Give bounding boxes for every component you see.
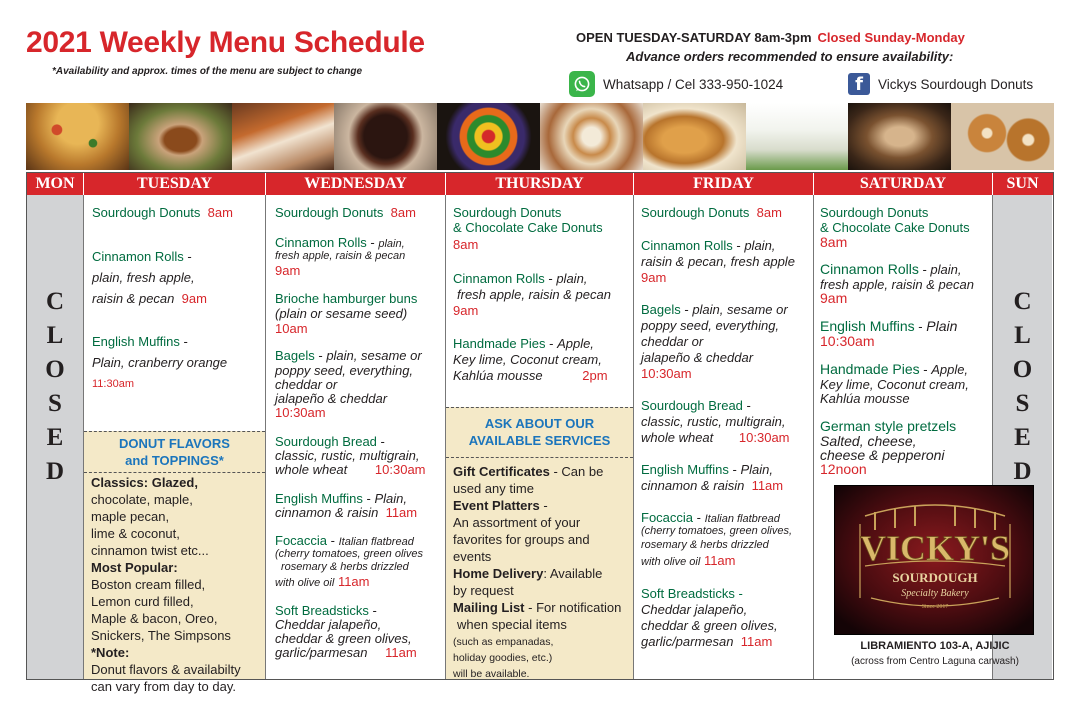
service-line: when special items bbox=[457, 617, 567, 632]
service-line: Home Delivery: Available bbox=[453, 566, 603, 581]
item-detail: whole wheat 10:30am bbox=[275, 462, 426, 477]
flavor-line: lime & coconut, bbox=[91, 526, 180, 541]
closed-letter: E bbox=[46, 424, 64, 451]
menu-item: Cinnamon Rolls - bbox=[92, 249, 192, 264]
focaccia-photo bbox=[26, 103, 129, 170]
pie-slice-photo bbox=[232, 103, 335, 170]
flavor-line: chocolate, maple, bbox=[91, 492, 193, 507]
day-header-wednesday: WEDNESDAY bbox=[266, 173, 446, 195]
item-detail: raisin & pecan, fresh apple bbox=[641, 254, 795, 269]
item-detail: Key lime, Coconut cream, bbox=[453, 352, 602, 367]
flavors-list bbox=[91, 474, 266, 695]
item-detail: rosemary & herbs drizzled bbox=[281, 561, 409, 573]
item-time: 10:30am bbox=[820, 333, 875, 349]
service-line: events bbox=[453, 549, 492, 564]
service-line: used any time bbox=[453, 481, 534, 496]
service-line: by request bbox=[453, 583, 514, 598]
item-detail: with olive oil 11am bbox=[275, 574, 370, 589]
menu-item: Focaccia - Italian flatbread bbox=[641, 510, 780, 525]
closed-letter: D bbox=[45, 458, 65, 485]
closed-letter: S bbox=[1015, 390, 1030, 417]
menu-item: Cinnamon Rolls - plain, bbox=[820, 261, 962, 277]
item-time: 12noon bbox=[820, 461, 867, 477]
menu-item: English Muffins - Plain bbox=[820, 318, 958, 334]
sunday-closed bbox=[993, 285, 1052, 489]
menu-item: Bagels - plain, sesame or bbox=[275, 348, 422, 363]
cinnamon-roll-photo bbox=[540, 103, 643, 170]
item-detail: cinnamon & raisin 11am bbox=[641, 478, 784, 493]
box-title: DONUT FLAVORS bbox=[119, 436, 230, 451]
logo-line1: SOURDOUGH bbox=[892, 570, 978, 585]
item-detail: cheese & pepperoni bbox=[820, 447, 945, 463]
address-note: (across from Centro Laguna carwash) bbox=[851, 656, 1019, 667]
whatsapp-text: Whatsapp / Cel 333-950-1024 bbox=[603, 76, 784, 92]
item-detail: cheddar & green olives, bbox=[275, 631, 412, 646]
flavor-line: Maple & bacon, Oreo, bbox=[91, 611, 218, 626]
flavor-line: Donut flavors & availabilty bbox=[91, 662, 241, 677]
item-detail: jalapeño & cheddar bbox=[275, 391, 388, 406]
bagels-photo bbox=[951, 103, 1054, 170]
item-detail: garlic/parmesan 11am bbox=[641, 634, 773, 649]
item-time: 9am bbox=[820, 290, 848, 306]
item-detail: cheddar & green olives, bbox=[641, 618, 778, 633]
day-header-friday: FRIDAY bbox=[634, 173, 814, 195]
menu-item: Focaccia - Italian flatbread bbox=[275, 533, 414, 548]
menu-item: English Muffins - bbox=[92, 334, 188, 349]
item-detail: cinnamon & raisin 11am bbox=[275, 505, 418, 520]
closed-letter: C bbox=[45, 288, 65, 315]
logo-since: Since 2017 bbox=[921, 604, 949, 610]
monday-column bbox=[27, 195, 84, 679]
item-detail: rosemary & herbs drizzled bbox=[641, 539, 769, 551]
divider bbox=[446, 457, 633, 458]
facebook-text: Vickys Sourdough Donuts bbox=[878, 76, 1034, 92]
item-detail: (plain or sesame seed) bbox=[275, 306, 408, 321]
menu-item: Cinnamon Rolls - plain, bbox=[275, 235, 405, 250]
menu-item: Soft Breadsticks - bbox=[275, 603, 377, 618]
day-header-tuesday: TUESDAY bbox=[84, 173, 266, 195]
item-detail: fresh apple, raisin & pecan bbox=[275, 250, 406, 262]
flavor-line: Classics: Glazed, bbox=[91, 475, 198, 490]
closed-letter: S bbox=[48, 390, 62, 417]
advance-orders-note: Advance orders recommended to ensure availability: bbox=[626, 49, 954, 64]
wednesday-column bbox=[266, 195, 446, 679]
item-time: 8am bbox=[453, 237, 479, 252]
day-header-monday: MON bbox=[27, 173, 84, 195]
item-time: 9am bbox=[641, 270, 667, 285]
sourdough-bread-photo bbox=[848, 103, 951, 170]
item-detail: Cheddar jalapeño, bbox=[275, 617, 382, 632]
logo-line2: Specialty Bakery bbox=[901, 588, 969, 599]
menu-item: Sourdough Bread - bbox=[641, 398, 751, 413]
availability-note: *Availability and approx. times of the menu are subject to change bbox=[52, 66, 363, 77]
item-detail: with olive oil 11am bbox=[641, 553, 736, 568]
menu-item: Sourdough Donuts bbox=[453, 205, 562, 220]
service-line: Mailing List - For notification bbox=[453, 600, 622, 615]
menu-item: German style pretzels bbox=[820, 418, 957, 434]
logo-name: VICKY'S bbox=[859, 528, 1011, 568]
box-title: AVAILABLE SERVICES bbox=[468, 433, 611, 448]
open-days: OPEN TUESDAY-SATURDAY 8am-3pm bbox=[576, 30, 812, 45]
tuesday-column bbox=[84, 195, 266, 694]
menu-item: Cinnamon Rolls - plain, bbox=[641, 238, 776, 253]
closed-letter: D bbox=[1013, 458, 1032, 485]
empanadas-photo bbox=[643, 103, 746, 170]
opening-hours bbox=[576, 30, 965, 45]
menu-item: English Muffins - Plain, bbox=[275, 491, 408, 506]
divider bbox=[84, 431, 265, 432]
chocolate-tart-photo bbox=[334, 103, 437, 170]
item-detail: raisin & pecan 9am bbox=[92, 291, 207, 306]
item-detail: poppy seed, everything, bbox=[641, 318, 780, 333]
divider bbox=[84, 472, 265, 473]
flavor-line: *Note: bbox=[91, 645, 130, 660]
flavor-line: Most Popular: bbox=[91, 560, 178, 575]
friday-column bbox=[634, 195, 814, 679]
service-line: will be available. bbox=[453, 668, 530, 680]
item-detail: Plain, cranberry orange bbox=[92, 355, 228, 370]
service-line: An assortment of your bbox=[453, 515, 581, 530]
divider bbox=[446, 407, 633, 408]
item-detail: (cherry tomatoes, green olives bbox=[275, 548, 423, 560]
menu-item: Sourdough Donuts 8am bbox=[641, 205, 782, 220]
item-detail: Kahlúa mousse 2pm bbox=[453, 368, 608, 383]
flavor-line: Snickers, The Simpsons bbox=[91, 628, 231, 643]
vickys-logo bbox=[834, 485, 1034, 635]
closed-letter: E bbox=[1014, 424, 1031, 451]
menu-item: Sourdough Donuts bbox=[820, 205, 929, 220]
menu-item: English Muffins - Plain, bbox=[641, 462, 774, 477]
flavor-line: Lemon curd filled, bbox=[91, 594, 194, 609]
day-header-sunday: SUN bbox=[1006, 175, 1039, 192]
whatsapp-icon bbox=[569, 71, 595, 97]
item-time: 11:30am bbox=[92, 378, 134, 390]
item-detail: classic, rustic, multigrain, bbox=[641, 414, 786, 429]
service-line: holiday goodies, etc.) bbox=[453, 652, 553, 664]
closed-days: Closed Sunday-Monday bbox=[817, 30, 965, 45]
item-detail: cheddar or bbox=[275, 377, 338, 392]
item-time: 8am bbox=[820, 234, 848, 250]
closed-letter: L bbox=[46, 322, 64, 349]
monday-closed bbox=[27, 285, 83, 489]
flavor-line: Boston cream filled, bbox=[91, 577, 206, 592]
closed-letter: O bbox=[45, 356, 65, 383]
item-detail: plain, fresh apple, bbox=[92, 270, 195, 285]
item-detail: whole wheat 10:30am bbox=[641, 430, 790, 445]
service-line: Gift Certificates - Can be bbox=[453, 464, 604, 479]
item-time: 10am bbox=[275, 321, 308, 336]
fruit-tart-photo bbox=[437, 103, 540, 170]
menu-item: Sourdough Donuts 8am bbox=[275, 205, 416, 220]
item-detail: Cheddar jalapeño, bbox=[641, 602, 748, 617]
closed-letter: C bbox=[1013, 288, 1032, 315]
item-time: 9am bbox=[453, 303, 479, 318]
pretzel-photo bbox=[129, 103, 232, 170]
whatsapp-contact[interactable] bbox=[569, 70, 783, 98]
flavor-line: maple pecan, bbox=[91, 509, 170, 524]
service-line: Event Platters - bbox=[453, 498, 548, 513]
menu-item: Bagels - plain, sesame or bbox=[641, 302, 788, 317]
menu-item: Soft Breadsticks - bbox=[641, 586, 743, 601]
flavor-line: can vary from day to day. bbox=[91, 679, 236, 694]
menu-item: Handmade Pies - Apple, bbox=[453, 336, 594, 351]
item-time: 9am bbox=[275, 263, 301, 278]
box-title: and TOPPINGS* bbox=[125, 453, 224, 468]
menu-item: Cinnamon Rolls - plain, bbox=[453, 271, 588, 286]
food-photo-strip bbox=[26, 103, 1054, 170]
item-time: 10:30am bbox=[641, 366, 692, 381]
menu-item: & Chocolate Cake Donuts bbox=[820, 220, 970, 235]
facebook-contact[interactable] bbox=[848, 70, 1033, 98]
item-detail: poppy seed, everything, bbox=[275, 363, 414, 378]
menu-item: Sourdough Bread - bbox=[275, 434, 385, 449]
closed-letter: O bbox=[1012, 356, 1033, 383]
page-title: 2021 Weekly Menu Schedule bbox=[26, 26, 425, 59]
item-detail: Salted, cheese, bbox=[820, 433, 917, 449]
donut-flavors-box bbox=[84, 431, 265, 694]
item-detail: fresh apple, raisin & pecan bbox=[820, 277, 974, 292]
item-time: 10:30am bbox=[275, 405, 326, 420]
facebook-icon: f bbox=[848, 73, 870, 95]
service-line: (such as empanadas, bbox=[453, 636, 554, 648]
cheesecake-photo bbox=[746, 103, 849, 170]
service-line: favorites for groups and bbox=[453, 532, 590, 547]
day-header-saturday: SATURDAY bbox=[814, 173, 993, 195]
thursday-column bbox=[446, 195, 634, 679]
item-detail: Kahlúa mousse bbox=[820, 391, 910, 406]
menu-item: & Chocolate Cake Donuts bbox=[453, 220, 603, 235]
item-detail: Key lime, Coconut cream, bbox=[820, 377, 969, 392]
box-title: ASK ABOUT OUR bbox=[484, 416, 595, 431]
services-box bbox=[446, 407, 633, 679]
item-detail: cheddar or bbox=[641, 334, 704, 349]
item-detail: jalapeño & cheddar bbox=[641, 350, 754, 365]
menu-item: Sourdough Donuts 8am bbox=[92, 205, 233, 220]
flavor-line: cinnamon twist etc... bbox=[91, 543, 209, 558]
item-detail: garlic/parmesan 11am bbox=[275, 645, 417, 660]
menu-item: Brioche hamburger buns bbox=[275, 291, 418, 306]
item-detail: classic, rustic, multigrain, bbox=[275, 448, 420, 463]
day-header-thursday: THURSDAY bbox=[446, 173, 634, 195]
menu-item: Handmade Pies - Apple, bbox=[820, 361, 969, 377]
item-detail: (cherry tomatoes, green olives, bbox=[641, 525, 793, 537]
services-list bbox=[453, 463, 633, 681]
closed-letter: L bbox=[1014, 322, 1031, 349]
item-detail: fresh apple, raisin & pecan bbox=[457, 287, 611, 302]
address: LIBRAMIENTO 103-A, AJIJIC bbox=[860, 640, 1010, 652]
